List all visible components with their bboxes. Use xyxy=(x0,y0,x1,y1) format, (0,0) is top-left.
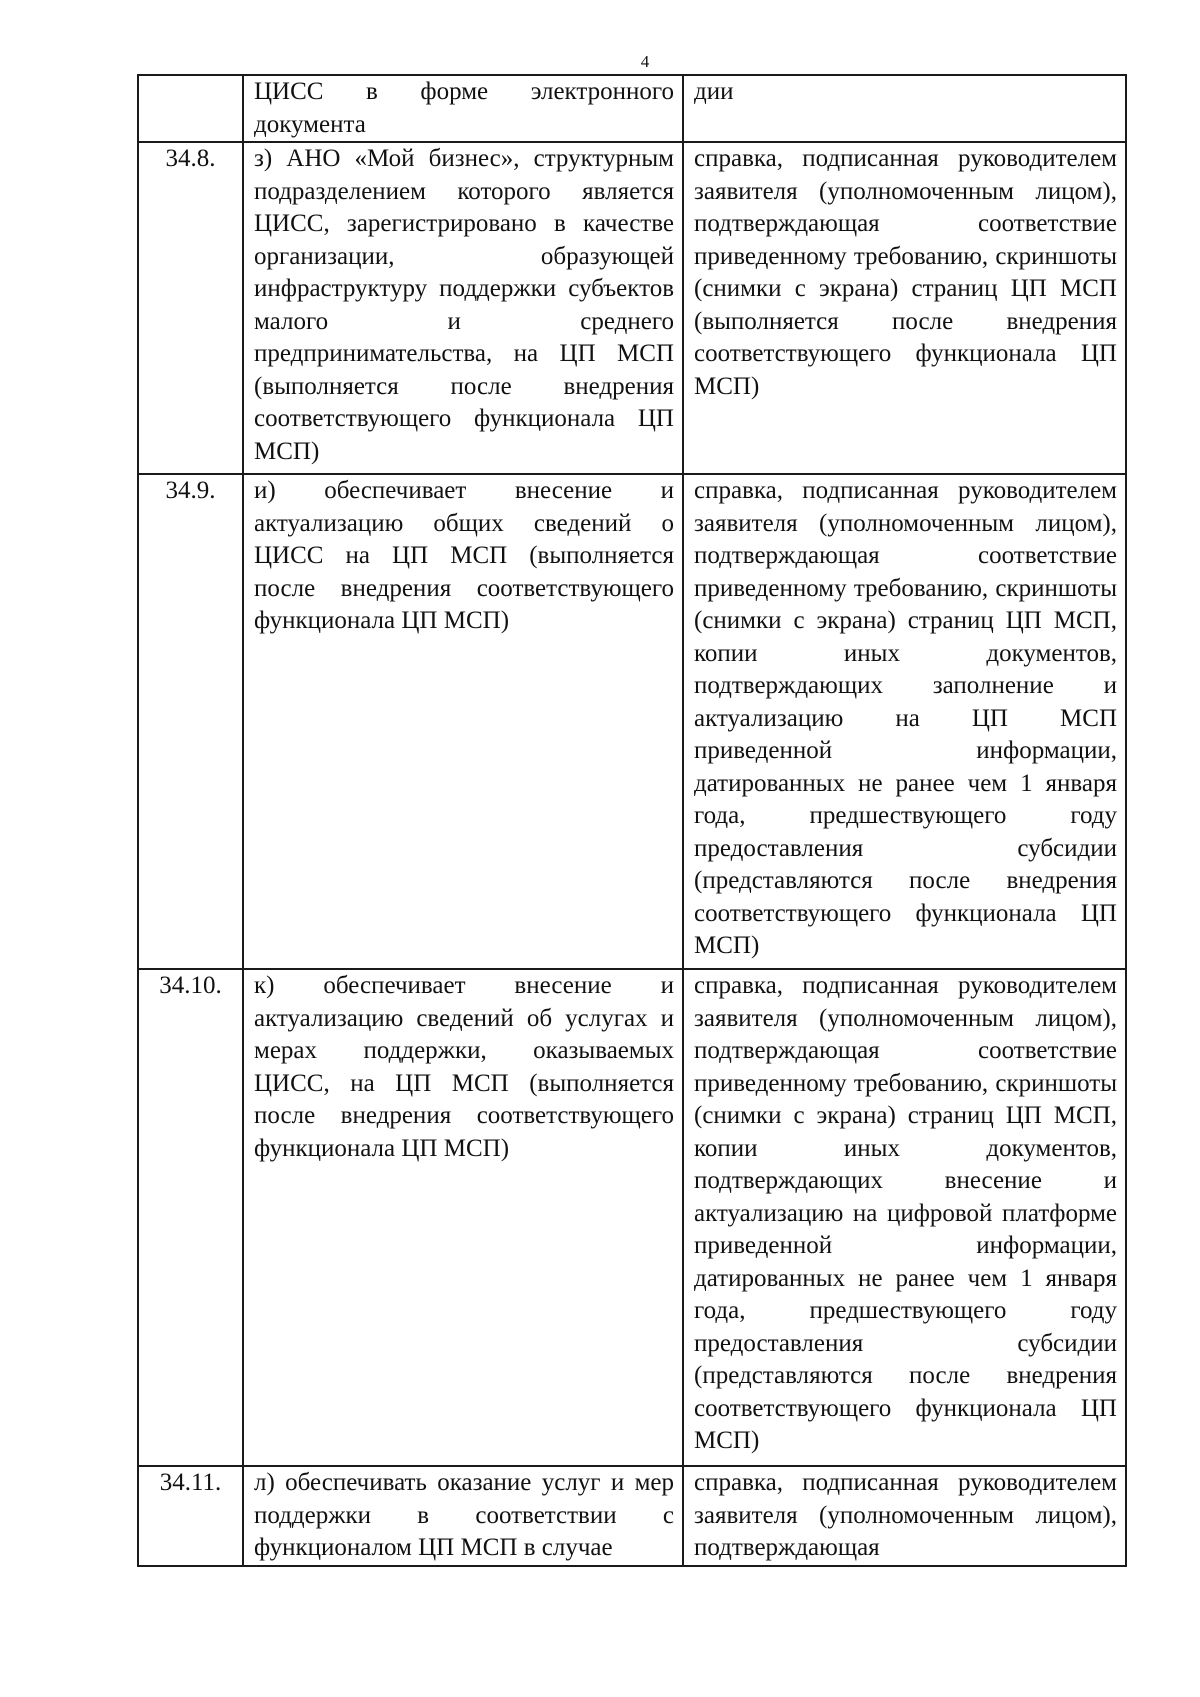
document-cell: справка, подписанная руководителем заявителя (уполномоченным лицом), подтверждающая соответствие приведенному требованию, скриншоты (снимки с экрана) страниц ЦП МСП, копии иных документов, подтверждающих заполнение и актуализацию на ЦП МСП приведенной информации, датированных не ранее чем 1 января года, предшествующего году предоставления субсидии (представляются после внедрения соответствующего функционала ЦП МСП) xyxy=(683,474,1126,969)
table-row xyxy=(138,1466,1126,1566)
requirement-cell: л) обеспечивать оказание услуг и мер поддержки в соответствии с функционалом ЦП МСП в случае xyxy=(243,1466,683,1566)
row-number: 34.11. xyxy=(138,1466,243,1566)
document-cell: справка, подписанная руководителем заявителя (уполномоченным лицом), подтверждающая xyxy=(683,1466,1126,1566)
row-number: 34.9. xyxy=(138,474,243,969)
document-cell: дии xyxy=(683,75,1126,142)
row-number xyxy=(138,75,243,142)
page-number: 4 xyxy=(640,52,650,71)
table-row xyxy=(138,474,1126,969)
document-cell: справка, подписанная руководителем заявителя (уполномоченным лицом), подтверждающая соответствие приведенному требованию, скриншоты (снимки с экрана) страниц ЦП МСП, копии иных документов, подтверждающих внесение и актуализацию на цифровой платформе приведенной информации, датированных не ранее чем 1 января года, предшествующего году предоставления субсидии (представляются после внедрения соответствующего функционала ЦП МСП) xyxy=(683,969,1126,1466)
document-cell: справка, подписанная руководителем заявителя (уполномоченным лицом), подтверждающая соответствие приведенному требованию, скриншоты (снимки с экрана) страниц ЦП МСП (выполняется после внедрения соответствующего функционала ЦП МСП) xyxy=(683,142,1126,474)
table-row xyxy=(138,142,1126,474)
row-number: 34.8. xyxy=(138,142,243,474)
requirements-table xyxy=(137,74,1127,1567)
table-row xyxy=(138,969,1126,1466)
table-row xyxy=(138,75,1126,142)
requirement-cell: з) АНО «Мой бизнес», структурным подразделением которого является ЦИСС, зарегистрировано в качестве организации, образующей инфраструктуру поддержки субъектов малого и среднего предпринимательства, на ЦП МСП (выполняется после внедрения соответствующего функционала ЦП МСП) xyxy=(243,142,683,474)
requirement-cell: к) обеспечивает внесение и актуализацию сведений об услугах и мерах поддержки, оказываемых ЦИСС, на ЦП МСП (выполняется после внедрения соответствующего функционала ЦП МСП) xyxy=(243,969,683,1466)
requirement-cell: ЦИСС в форме электронного документа xyxy=(243,75,683,142)
row-number: 34.10. xyxy=(138,969,243,1466)
requirement-cell: и) обеспечивает внесение и актуализацию общих сведений о ЦИСС на ЦП МСП (выполняется после внедрения соответствующего функционала ЦП МСП) xyxy=(243,474,683,969)
